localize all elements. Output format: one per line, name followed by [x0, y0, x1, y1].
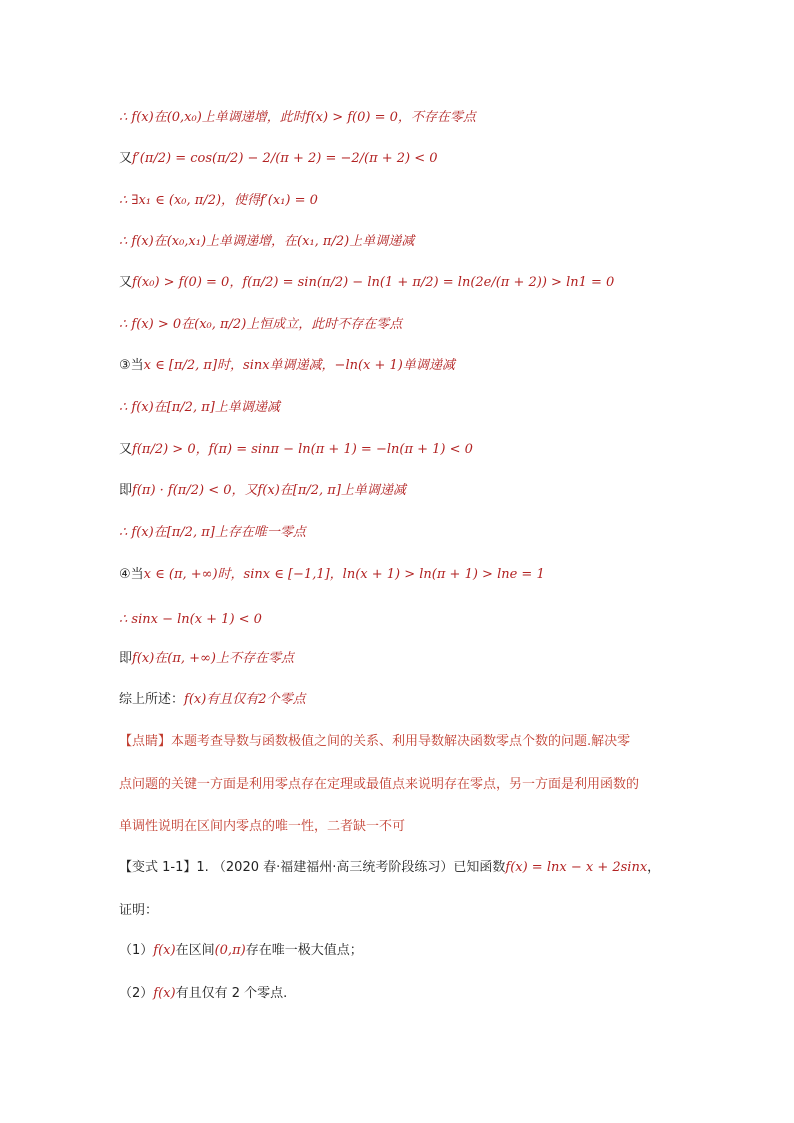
solution-line-9 [119, 440, 473, 460]
solution-line-3 [119, 191, 318, 211]
math-expression: f(x₀) > f(0) = 0，f(π/2) = sin(π/2) − ln(1 + π/2) = ln(2e/(π + 2)) > ln1 = 0 [132, 275, 615, 290]
solution-line-1 [119, 108, 476, 128]
math-expression: f(x) [153, 943, 176, 958]
math-expression: x ∈ [π/2, π]时，sinx单调递减，−ln(x + 1)单调递减 [143, 358, 455, 373]
math-expression: ∴ ∃x₁ ∈ (x₀, π/2)，使得f′(x₁) = 0 [119, 193, 318, 208]
remark-line-2 [119, 775, 639, 795]
text-segment: ③当 [119, 358, 144, 373]
case-4-line [119, 565, 545, 585]
math-expression: f′(π/2) = cos(π/2) − 2/(π + 2) = −2/(π + 2) < 0 [132, 151, 438, 166]
sub-question-1 [119, 941, 363, 961]
text-segment: （1） [119, 943, 154, 958]
math-expression: f(x) = lnx − x + 2sinx [505, 860, 648, 875]
remark-line-1 [119, 732, 630, 752]
solution-line-6 [119, 315, 402, 335]
text-segment: ， [647, 860, 661, 875]
solution-line-14 [119, 649, 294, 669]
math-expression: f(x)有且仅有2个零点 [184, 692, 306, 707]
text-segment: 单调性说明在区间内零点的唯一性，二者缺一不可 [119, 819, 406, 834]
solution-line-4 [119, 232, 414, 252]
text-segment: 【点睛】本题考查导数与函数极值之间的关系、利用导数解决函数零点个数的问题.解决零 [119, 734, 631, 749]
text-segment: 【变式 1-1】1. （2020 春·福建福州·高三统考阶段练习）已知函数 [119, 860, 506, 875]
text-segment: 又 [119, 442, 133, 457]
math-expression: f(π) · f(π/2) < 0，又f(x)在[π/2, π]上单调递减 [132, 483, 406, 498]
text-segment: 又 [119, 275, 133, 290]
remark-line-3 [119, 817, 405, 837]
text-segment: （2） [119, 986, 154, 1001]
text-segment: 点问题的关键一方面是利用零点存在定理或最值点来说明存在零点，另一方面是利用函数的 [119, 777, 640, 792]
text-segment: 在区间 [175, 943, 215, 958]
sub-question-2 [119, 984, 287, 1004]
math-expression: ∴ f(x)在[π/2, π]上单调递减 [119, 400, 280, 415]
solution-line-13 [119, 610, 262, 630]
text-segment: 又 [119, 151, 133, 166]
solution-line-8 [119, 398, 280, 418]
text-segment: 综上所述： [119, 692, 185, 707]
text-segment: 有且仅有 2 个零点. [175, 986, 288, 1001]
math-expression: ∴ sinx − ln(x + 1) < 0 [119, 612, 262, 627]
math-expression: f(x)在(π, +∞)上不存在零点 [132, 651, 294, 666]
math-expression: f(x) [153, 986, 176, 1001]
text-segment: 证明： [119, 903, 159, 918]
text-segment: ④当 [119, 567, 144, 582]
solution-line-11 [119, 523, 306, 543]
math-expression: (0,π) [214, 943, 246, 958]
conclusion-line [119, 690, 306, 710]
text-segment: 存在唯一极大值点； [245, 943, 363, 958]
math-expression: ∴ f(x) > 0在(x₀, π/2)上恒成立，此时不存在零点 [119, 317, 403, 332]
case-3-line [119, 356, 455, 376]
math-expression: f(π/2) > 0，f(π) = sinπ − ln(π + 1) = −ln(π + 1) < 0 [132, 442, 473, 457]
math-expression: x ∈ (π, +∞)时，sinx ∈ [−1,1]，ln(x + 1) > ln(π + 1) > lne = 1 [143, 567, 545, 582]
math-expression: ∴ f(x)在(x₀,x₁)上单调递增，在(x₁, π/2)上单调递减 [119, 234, 415, 249]
solution-line-10 [119, 481, 406, 501]
text-segment: 即 [119, 483, 133, 498]
solution-line-2 [119, 149, 438, 169]
variant-problem-line [119, 858, 660, 878]
math-expression: ∴ f(x)在[π/2, π]上存在唯一零点 [119, 525, 306, 540]
solution-line-5 [119, 273, 614, 293]
prove-label [119, 901, 158, 921]
math-expression: ∴ f(x)在(0,x₀)上单调递增，此时f(x) > f(0) = 0，不存在零点 [119, 110, 476, 125]
text-segment: 即 [119, 651, 133, 666]
